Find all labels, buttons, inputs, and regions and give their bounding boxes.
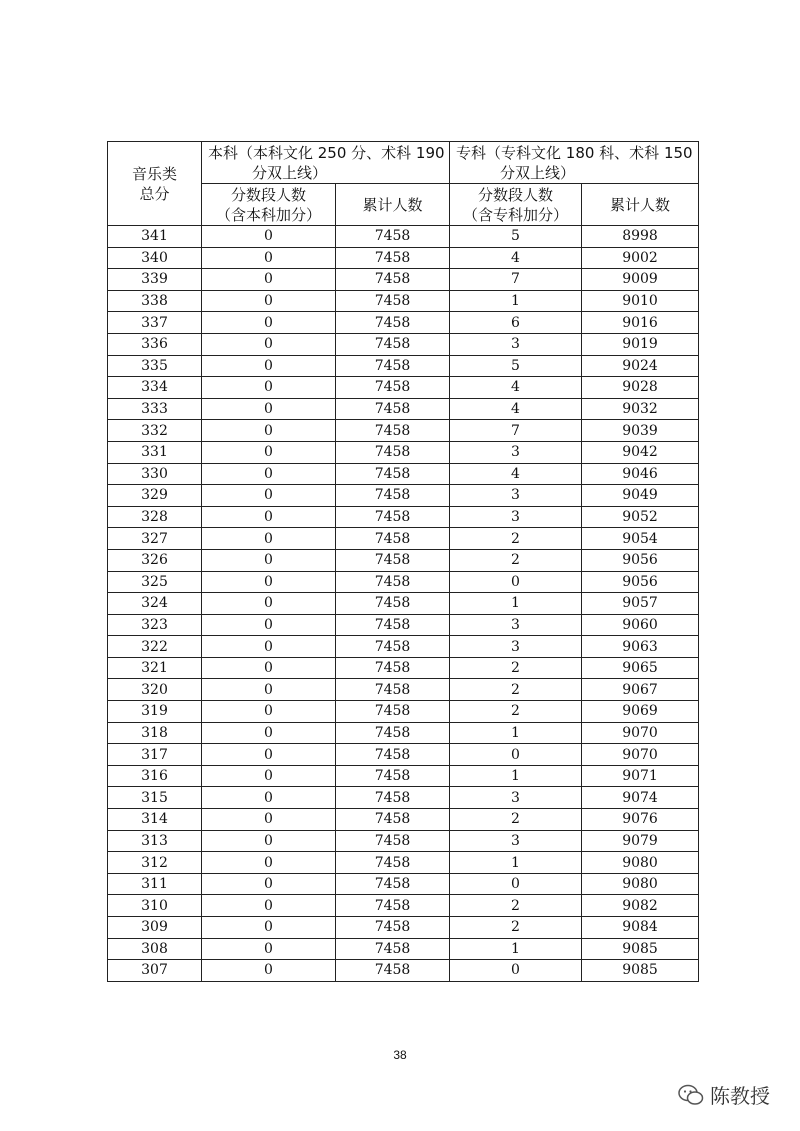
score-cell: 332 — [108, 420, 202, 442]
undergrad-cumulative-cell: 7458 — [336, 312, 450, 334]
college-segment-cell: 2 — [450, 809, 582, 831]
undergrad-cumulative-cell: 7458 — [336, 765, 450, 787]
table-row — [108, 765, 699, 787]
college-cumulative-cell: 9057 — [582, 593, 699, 615]
undergrad-segment-cell: 0 — [202, 679, 336, 701]
score-cell: 339 — [108, 269, 202, 291]
college-segment-cell: 1 — [450, 938, 582, 960]
college-cumulative-cell: 9070 — [582, 744, 699, 766]
score-cell: 335 — [108, 355, 202, 377]
undergrad-cumulative-cell: 7458 — [336, 355, 450, 377]
table-row — [108, 506, 699, 528]
undergrad-cumulative-cell: 7458 — [336, 549, 450, 571]
undergrad-segment-cell: 0 — [202, 355, 336, 377]
table-row — [108, 593, 699, 615]
undergrad-cumulative-cell: 7458 — [336, 809, 450, 831]
score-cell: 331 — [108, 441, 202, 463]
score-distribution-table — [107, 141, 699, 982]
table-row — [108, 873, 699, 895]
score-cell: 308 — [108, 938, 202, 960]
undergrad-segment-count-header — [202, 184, 336, 226]
junior-college-title-line-2: 分双上线） — [500, 163, 576, 182]
header-line-1: 分数段人数 — [478, 185, 554, 204]
score-cell: 312 — [108, 852, 202, 874]
college-cumulative-cell: 9076 — [582, 809, 699, 831]
watermark — [678, 1080, 770, 1109]
table-row — [108, 398, 699, 420]
undergrad-segment-cell: 0 — [202, 247, 336, 269]
undergrad-segment-cell: 0 — [202, 312, 336, 334]
undergrad-cumulative-header — [336, 184, 450, 226]
header-line-2: （含本科加分） — [215, 205, 321, 224]
table-row — [108, 485, 699, 507]
undergrad-segment-cell: 0 — [202, 852, 336, 874]
college-segment-cell: 3 — [450, 506, 582, 528]
undergrad-cumulative-cell: 7458 — [336, 679, 450, 701]
college-segment-cell: 0 — [450, 744, 582, 766]
undergrad-cumulative-cell: 7458 — [336, 593, 450, 615]
college-cumulative-cell: 9065 — [582, 657, 699, 679]
college-segment-cell: 4 — [450, 398, 582, 420]
table-row — [108, 290, 699, 312]
undergrad-cumulative-cell: 7458 — [336, 744, 450, 766]
undergrad-cumulative-cell: 7458 — [336, 290, 450, 312]
college-segment-cell: 1 — [450, 593, 582, 615]
undergrad-cumulative-cell: 7458 — [336, 441, 450, 463]
undergrad-segment-cell: 0 — [202, 528, 336, 550]
undergrad-segment-cell: 0 — [202, 226, 336, 248]
college-cumulative-cell: 9082 — [582, 895, 699, 917]
undergrad-segment-cell: 0 — [202, 722, 336, 744]
table-row — [108, 420, 699, 442]
college-cumulative-cell: 9080 — [582, 873, 699, 895]
college-cumulative-cell: 9028 — [582, 377, 699, 399]
undergrad-segment-cell: 0 — [202, 636, 336, 658]
college-cumulative-cell: 9084 — [582, 917, 699, 939]
undergrad-cumulative-cell: 7458 — [336, 269, 450, 291]
score-cell: 340 — [108, 247, 202, 269]
undergrad-segment-cell: 0 — [202, 917, 336, 939]
corner-line-1: 音乐类 — [131, 164, 177, 183]
undergrad-segment-cell: 0 — [202, 787, 336, 809]
table-row — [108, 701, 699, 723]
table-row — [108, 528, 699, 550]
table-row — [108, 938, 699, 960]
college-cumulative-cell: 8998 — [582, 226, 699, 248]
header-line-1: 累计人数 — [362, 195, 423, 214]
college-segment-cell: 2 — [450, 701, 582, 723]
college-cumulative-cell: 9019 — [582, 333, 699, 355]
table-row — [108, 355, 699, 377]
college-cumulative-cell: 9069 — [582, 701, 699, 723]
college-segment-cell: 1 — [450, 852, 582, 874]
score-cell: 324 — [108, 593, 202, 615]
score-cell: 315 — [108, 787, 202, 809]
undergrad-cumulative-cell: 7458 — [336, 873, 450, 895]
college-cumulative-cell: 9054 — [582, 528, 699, 550]
junior-college-title-line-1: 专科（专科文化 180 科、术科 150 — [456, 143, 693, 162]
junior-college-group-header — [450, 142, 699, 184]
college-cumulative-cell: 9016 — [582, 312, 699, 334]
college-cumulative-cell: 9056 — [582, 571, 699, 593]
table-row — [108, 852, 699, 874]
undergrad-segment-cell: 0 — [202, 506, 336, 528]
score-cell: 320 — [108, 679, 202, 701]
college-cumulative-cell: 9002 — [582, 247, 699, 269]
corner-line-2: 总分 — [139, 184, 170, 203]
college-cumulative-cell: 9080 — [582, 852, 699, 874]
undergrad-segment-cell: 0 — [202, 701, 336, 723]
score-cell: 319 — [108, 701, 202, 723]
table-row — [108, 917, 699, 939]
undergrad-segment-cell: 0 — [202, 744, 336, 766]
wechat-icon — [678, 1084, 704, 1106]
table-row — [108, 636, 699, 658]
score-cell: 310 — [108, 895, 202, 917]
college-segment-cell: 3 — [450, 614, 582, 636]
college-segment-cell: 2 — [450, 679, 582, 701]
college-segment-cell: 2 — [450, 549, 582, 571]
header-line-1: 分数段人数 — [230, 185, 306, 204]
college-segment-cell: 2 — [450, 917, 582, 939]
score-cell: 321 — [108, 657, 202, 679]
score-cell: 329 — [108, 485, 202, 507]
college-segment-cell: 0 — [450, 960, 582, 982]
college-segment-cell: 4 — [450, 247, 582, 269]
score-cell: 316 — [108, 765, 202, 787]
undergrad-cumulative-cell: 7458 — [336, 852, 450, 874]
table-row — [108, 809, 699, 831]
score-cell: 336 — [108, 333, 202, 355]
table-row — [108, 226, 699, 248]
undergrad-segment-cell: 0 — [202, 809, 336, 831]
undergrad-segment-cell: 0 — [202, 938, 336, 960]
college-segment-cell: 1 — [450, 722, 582, 744]
undergraduate-title-line-2: 分双上线） — [252, 163, 328, 182]
table-row — [108, 614, 699, 636]
table-body — [108, 226, 699, 982]
undergraduate-title-line-1: 本科（本科文化 250 分、术科 190 — [208, 143, 445, 162]
college-segment-cell: 4 — [450, 377, 582, 399]
college-cumulative-cell: 9046 — [582, 463, 699, 485]
college-cumulative-header — [582, 184, 699, 226]
undergrad-cumulative-cell: 7458 — [336, 938, 450, 960]
undergrad-segment-cell: 0 — [202, 830, 336, 852]
college-cumulative-cell: 9042 — [582, 441, 699, 463]
table-row — [108, 895, 699, 917]
table-row — [108, 441, 699, 463]
undergrad-cumulative-cell: 7458 — [336, 377, 450, 399]
college-segment-cell: 4 — [450, 463, 582, 485]
college-segment-count-header — [450, 184, 582, 226]
table-row — [108, 549, 699, 571]
undergrad-cumulative-cell: 7458 — [336, 614, 450, 636]
undergrad-segment-cell: 0 — [202, 657, 336, 679]
undergrad-segment-cell: 0 — [202, 441, 336, 463]
undergraduate-group-header — [202, 142, 450, 184]
college-segment-cell: 7 — [450, 269, 582, 291]
undergrad-cumulative-cell: 7458 — [336, 830, 450, 852]
score-cell: 333 — [108, 398, 202, 420]
watermark-text: 陈教授 — [710, 1084, 770, 1108]
score-cell: 318 — [108, 722, 202, 744]
college-cumulative-cell: 9032 — [582, 398, 699, 420]
undergrad-cumulative-cell: 7458 — [336, 917, 450, 939]
table-row — [108, 960, 699, 982]
score-cell: 328 — [108, 506, 202, 528]
college-cumulative-cell: 9063 — [582, 636, 699, 658]
score-cell: 325 — [108, 571, 202, 593]
college-segment-cell: 2 — [450, 657, 582, 679]
table-row — [108, 830, 699, 852]
undergrad-segment-cell: 0 — [202, 614, 336, 636]
undergrad-cumulative-cell: 7458 — [336, 960, 450, 982]
undergrad-segment-cell: 0 — [202, 398, 336, 420]
college-cumulative-cell: 9052 — [582, 506, 699, 528]
college-segment-cell: 3 — [450, 830, 582, 852]
college-cumulative-cell: 9071 — [582, 765, 699, 787]
table-row — [108, 744, 699, 766]
undergrad-segment-cell: 0 — [202, 290, 336, 312]
college-cumulative-cell: 9085 — [582, 938, 699, 960]
undergrad-segment-cell: 0 — [202, 895, 336, 917]
table-row — [108, 787, 699, 809]
undergrad-cumulative-cell: 7458 — [336, 506, 450, 528]
undergrad-cumulative-cell: 7458 — [336, 895, 450, 917]
college-segment-cell: 2 — [450, 528, 582, 550]
college-segment-cell: 0 — [450, 873, 582, 895]
college-segment-cell: 3 — [450, 636, 582, 658]
college-segment-cell: 3 — [450, 787, 582, 809]
college-cumulative-cell: 9024 — [582, 355, 699, 377]
score-cell: 327 — [108, 528, 202, 550]
college-segment-cell: 5 — [450, 226, 582, 248]
table-row — [108, 269, 699, 291]
college-segment-cell: 1 — [450, 290, 582, 312]
score-cell: 323 — [108, 614, 202, 636]
college-segment-cell: 3 — [450, 333, 582, 355]
college-segment-cell: 3 — [450, 485, 582, 507]
table-row — [108, 679, 699, 701]
undergrad-cumulative-cell: 7458 — [336, 528, 450, 550]
undergrad-segment-cell: 0 — [202, 269, 336, 291]
college-segment-cell: 5 — [450, 355, 582, 377]
undergrad-cumulative-cell: 7458 — [336, 701, 450, 723]
undergrad-cumulative-cell: 7458 — [336, 226, 450, 248]
score-cell: 330 — [108, 463, 202, 485]
score-cell: 307 — [108, 960, 202, 982]
undergrad-cumulative-cell: 7458 — [336, 333, 450, 355]
undergrad-cumulative-cell: 7458 — [336, 463, 450, 485]
table-row — [108, 377, 699, 399]
college-segment-cell: 7 — [450, 420, 582, 442]
score-cell: 341 — [108, 226, 202, 248]
undergrad-segment-cell: 0 — [202, 333, 336, 355]
table-row — [108, 722, 699, 744]
college-cumulative-cell: 9067 — [582, 679, 699, 701]
college-cumulative-cell: 9056 — [582, 549, 699, 571]
college-segment-cell: 6 — [450, 312, 582, 334]
undergrad-segment-cell: 0 — [202, 765, 336, 787]
undergrad-segment-cell: 0 — [202, 420, 336, 442]
college-segment-cell: 1 — [450, 765, 582, 787]
college-cumulative-cell: 9049 — [582, 485, 699, 507]
header-line-2: （含专科加分） — [463, 205, 569, 224]
total-score-header — [108, 142, 202, 226]
score-cell: 317 — [108, 744, 202, 766]
undergrad-segment-cell: 0 — [202, 873, 336, 895]
score-cell: 338 — [108, 290, 202, 312]
undergrad-cumulative-cell: 7458 — [336, 657, 450, 679]
undergrad-cumulative-cell: 7458 — [336, 722, 450, 744]
undergrad-cumulative-cell: 7458 — [336, 571, 450, 593]
undergrad-segment-cell: 0 — [202, 463, 336, 485]
undergrad-segment-cell: 0 — [202, 485, 336, 507]
table-row — [108, 657, 699, 679]
undergrad-segment-cell: 0 — [202, 549, 336, 571]
undergrad-segment-cell: 0 — [202, 593, 336, 615]
score-cell: 309 — [108, 917, 202, 939]
undergrad-cumulative-cell: 7458 — [336, 398, 450, 420]
page-number: 38 — [393, 1048, 407, 1062]
college-cumulative-cell: 9074 — [582, 787, 699, 809]
header-line-1: 累计人数 — [610, 195, 671, 214]
undergrad-cumulative-cell: 7458 — [336, 636, 450, 658]
college-cumulative-cell: 9079 — [582, 830, 699, 852]
score-cell: 311 — [108, 873, 202, 895]
table-row — [108, 571, 699, 593]
college-segment-cell: 0 — [450, 571, 582, 593]
score-cell: 322 — [108, 636, 202, 658]
college-segment-cell: 3 — [450, 441, 582, 463]
table-row — [108, 312, 699, 334]
college-cumulative-cell: 9009 — [582, 269, 699, 291]
score-cell: 337 — [108, 312, 202, 334]
college-cumulative-cell: 9070 — [582, 722, 699, 744]
table-row — [108, 247, 699, 269]
undergrad-cumulative-cell: 7458 — [336, 420, 450, 442]
table-row — [108, 463, 699, 485]
score-table-container — [107, 141, 698, 982]
undergrad-cumulative-cell: 7458 — [336, 485, 450, 507]
college-cumulative-cell: 9085 — [582, 960, 699, 982]
college-cumulative-cell: 9039 — [582, 420, 699, 442]
score-cell: 334 — [108, 377, 202, 399]
college-segment-cell: 2 — [450, 895, 582, 917]
score-cell: 326 — [108, 549, 202, 571]
college-cumulative-cell: 9060 — [582, 614, 699, 636]
undergrad-segment-cell: 0 — [202, 571, 336, 593]
score-cell: 313 — [108, 830, 202, 852]
undergrad-segment-cell: 0 — [202, 960, 336, 982]
table-row — [108, 333, 699, 355]
college-cumulative-cell: 9010 — [582, 290, 699, 312]
undergrad-cumulative-cell: 7458 — [336, 247, 450, 269]
undergrad-cumulative-cell: 7458 — [336, 787, 450, 809]
score-cell: 314 — [108, 809, 202, 831]
undergrad-segment-cell: 0 — [202, 377, 336, 399]
